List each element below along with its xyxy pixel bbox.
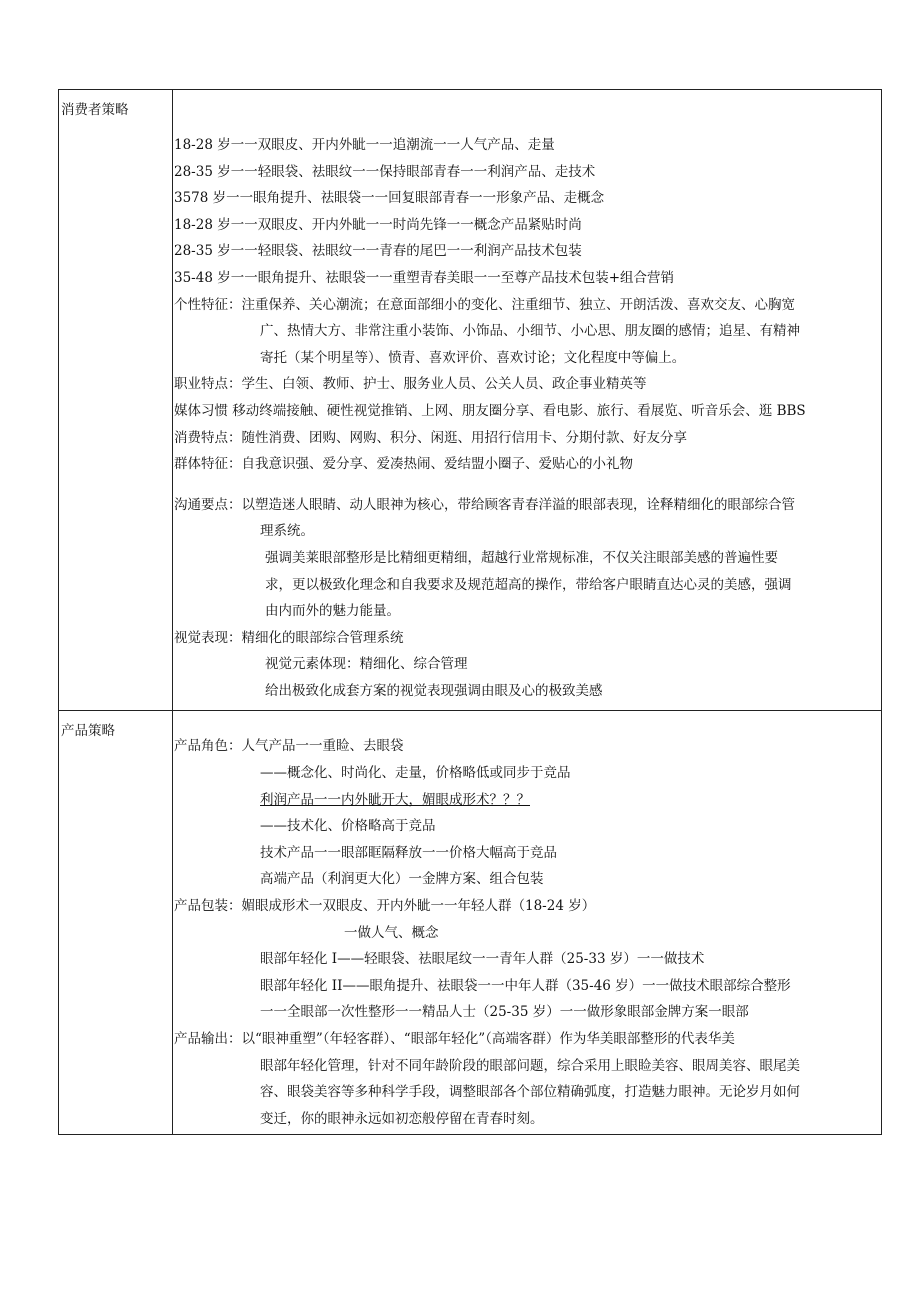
consumer-line: 28-35 岁一一轻眼袋、祛眼纹一一保持眼部青春一一利润产品、走技术 (174, 163, 596, 180)
product-output: 产品输出：以“眼神重塑”（年轻客群）、“眼部年轻化”（高端客群）作为华美眼部整形的代表华美 (174, 1031, 735, 1047)
product-line-underlined: 利润产品一一内外眦开大，媚眼成形术？？？ (260, 791, 530, 808)
consumer-line: 18-28 岁一一双眼皮、开内外眦一一时尚先锋一一概念产品紧贴时尚 (174, 216, 582, 233)
personality-traits-cont: 广、热情大方、非常注重小装饰、小饰品、小细节、小心思、朋友圈的感情；追星、有精神 (260, 323, 800, 340)
consumer-strategy-content (173, 90, 882, 711)
emphasis-text: 强调美莱眼部整形是比精细更精细，超越行业常规标准，不仅关注眼部美感的普遍性要 (265, 549, 778, 566)
product-line: 一一全眼部一次性整形一一精品人士（25-35 岁）一一做形象眼部金牌方案一眼部 (260, 1004, 749, 1021)
consumer-strategy-row (59, 90, 882, 711)
product-strategy-content (173, 711, 882, 1135)
product-packaging: 产品包装：媚眼成形术一双眼皮、开内外眦一一年轻人群（18-24 岁） (174, 898, 596, 915)
occupation-traits: 职业特点：学生、白领、教师、护士、服务业人员、公关人员、政企事业精英等 (174, 376, 647, 393)
product-strategy-label: 产品策略 (59, 711, 173, 1135)
product-line: 眼部年轻化 I——轻眼袋、祛眼尾纹一一青年人群（25-33 岁）一一做技术 (260, 951, 705, 968)
personality-traits: 个性特征：注重保养、关心潮流；在意面部细小的变化、注重细节、独立、开朗活泼、喜欢交友、心胸宽 (174, 296, 795, 313)
consumer-strategy-label: 消费者策略 (59, 90, 173, 711)
consumer-line: 35-48 岁一一眼角提升、祛眼袋一一重塑青春美眼一一至尊产品技术包装+组合营销 (174, 269, 675, 286)
product-output-cont: 容、眼袋美容等多种科学手段，调整眼部各个部位精确弧度，打造魅力眼神。无论岁月如何 (260, 1084, 800, 1101)
visual-summary: 给出极致化成套方案的视觉表现强调由眼及心的极致美感 (265, 682, 603, 699)
product-line: 技术产品一一眼部眶隔释放一一价格大幅高于竞品 (260, 844, 557, 861)
group-traits: 群体特征：自我意识强、爱分享、爱凑热闹、爱结盟小圈子、爱贴心的小礼物 (174, 456, 633, 473)
product-line: ——概念化、时尚化、走量，价格略低或同步于竞品 (260, 765, 571, 782)
visual-expression: 视觉表现：精细化的眼部综合管理系统 (174, 629, 404, 646)
emphasis-text: 由内而外的魅力能量。 (265, 603, 400, 620)
consumer-line: 18-28 岁一一双眼皮、开内外眦一一追潮流一一人气产品、走量 (174, 137, 555, 153)
emphasis-text: 求，更以极致化理念和自我要求及规范超高的操作，带给客户眼睛直达心灵的美感，强调 (265, 576, 792, 593)
product-line: 一做人气、概念 (344, 924, 439, 941)
product-line: 高端产品（利润更大化）一金牌方案、组合包装 (260, 871, 544, 888)
strategy-table (58, 89, 882, 1135)
product-line: ——技术化、价格略高于竞品 (260, 818, 436, 835)
media-habits: 媒体习惯 移动终端接触、硬性视觉推销、上网、朋友圈分享、看电影、旅行、看展览、听音乐会、逛 BBS (174, 402, 806, 419)
visual-elements: 视觉元素体现：精细化、综合管理 (265, 656, 468, 673)
communication-points-cont: 理系统。 (260, 523, 314, 540)
personality-traits-cont: 寄托（某个明星等）、愤青、喜欢评价、喜欢讨论；文化程度中等偏上。 (260, 349, 686, 366)
consumer-line: 3578 岁一一眼角提升、祛眼袋一一回复眼部青春一一形象产品、走概念 (174, 190, 605, 207)
product-role: 产品角色：人气产品一一重睑、去眼袋 (174, 738, 404, 755)
communication-points: 沟通要点：以塑造迷人眼睛、动人眼神为核心，带给顾客青春洋溢的眼部表现，诠释精细化的眼部综合管 (174, 496, 795, 513)
consumption-traits: 消费特点：随性消费、团购、网购、积分、闲逛、用招行信用卡、分期付款、好友分享 (174, 429, 687, 446)
product-line: 眼部年轻化 II——眼角提升、祛眼袋一一中年人群（35-46 岁）一一做技术眼部综合整形 (260, 977, 791, 994)
product-output-cont: 眼部年轻化管理，针对不同年龄阶段的眼部问题，综合采用上眼睑美容、眼周美容、眼尾美 (260, 1057, 800, 1074)
consumer-line: 28-35 岁一一轻眼袋、祛眼纹一一青春的尾巴一一利润产品技术包装 (174, 243, 582, 260)
product-output-cont: 变迁，你的眼神永远如初恋般停留在青春时刻。 (260, 1110, 544, 1127)
product-strategy-row (59, 711, 882, 1135)
